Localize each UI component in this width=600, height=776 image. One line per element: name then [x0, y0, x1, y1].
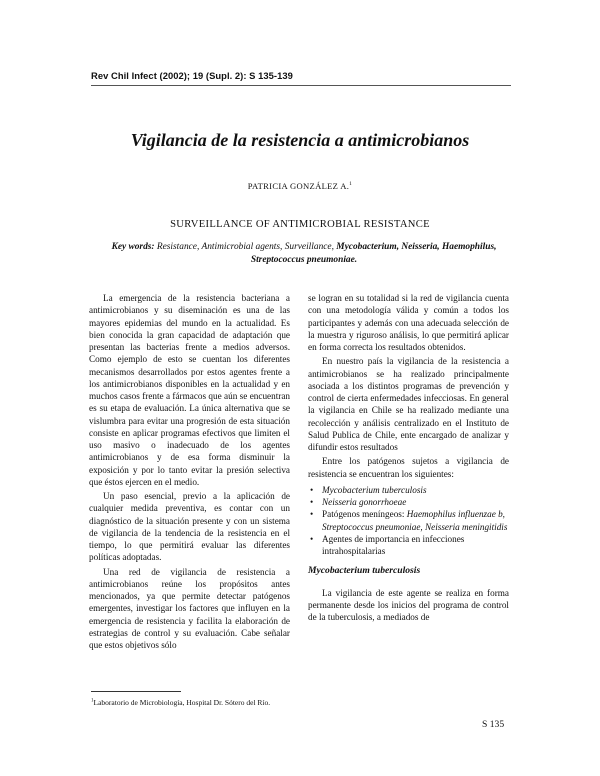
list-item: • Agentes de importancia en infecciones intrahospitalarias	[322, 533, 509, 558]
author-name: PATRICIA GONZÁLEZ A.	[247, 181, 350, 191]
section-heading: Mycobacterium tuberculosis	[308, 565, 421, 577]
right-column	[308, 292, 509, 625]
paragraph: se logran en su totalidad si la red de vigilancia cuenta con una metodología válida y común a todos los participantes y además con una adecuada selección de la muestra y riguroso análisis, lo que permitirá aplicar en forma correcta los resultados obtenidos.	[308, 293, 509, 352]
species-name: Neisseria meningitidis	[425, 521, 508, 532]
paragraph: Entre los patógenos sujetos a vigilancia de resistencia se encuentran los siguientes:	[308, 456, 509, 479]
paragraph: La emergencia de la resistencia bacteriana a antimicrobianos y su diseminación es una de las mayores epidemias del mundo en la actualidad. Es bien conocida la gran capacidad de adaptación que presentan las bacterias frente a medios adversos. Como ejemplo de esto se cuentan los diferentes mecanismos desarrollados por estos agentes frente a los antimicrobianos disponibles en la actualidad y en muchos casos frente a fármacos que aún se encuentran es su etapa de evaluación. La única alternativa que se vislumbra para evitar una progresión de esta situación consiste en aplicar programas efectivos que limiten el uso masivo o inadecuado de los agentes antimicrobianos y de esa forma disminuir la exposición y por lo tanto evitar la presión selectiva que éstos ejercen en el medio.	[89, 293, 290, 487]
paragraph: Una red de vigilancia de resistencia a antimicrobianos reúne los propósitos antes mencionados, ya que permite detectar patógenos emergentes, investigar los factores que influyen en la emergencia de resistencia y facilita la elaboración de estrategias de control y su evaluación. Cabe señalar que estos objetivos sólo	[89, 566, 290, 650]
footnote-text: Laboratorio de Microbiología, Hospital Dr. Sótero del Río.	[93, 698, 271, 707]
paragraph: Un paso esencial, previo a la aplicación de cualquier medida preventiva, es contar con un diagnóstico de la situación presente y con un sistema de vigilancia de la tendencia de la resistencia en el tiempo, lo que permitirá evaluar las diferentes políticas adoptadas.	[89, 491, 290, 563]
species-name: Haemophilus influenzae b, Streptococcus pneumoniae,	[322, 509, 505, 532]
species-name: Mycobacterium tuberculosis	[322, 484, 427, 495]
journal-citation: Rev Chil Infect (2002); 19 (Supl. 2): S 135-139	[91, 70, 293, 81]
page-number: S 135	[482, 719, 505, 730]
footnote-divider	[91, 691, 181, 692]
author-line	[0, 181, 600, 191]
species-name: Neisseria gonorrhoeae	[322, 497, 407, 507]
list-item	[322, 496, 509, 508]
list-item	[322, 508, 509, 533]
keywords-plain: Resistance, Antimicrobial agents, Surveillance,	[156, 242, 334, 252]
english-title: SURVEILLANCE OF ANTIMICROBIAL RESISTANCE	[170, 219, 430, 230]
list-item	[322, 484, 509, 496]
keywords-label: Key words:	[111, 242, 155, 252]
footnote	[91, 698, 270, 707]
keywords	[100, 241, 508, 267]
paragraph: La vigilancia de este agente se realiza en forma permanente desde los inicios del programa de control de la tuberculosis, a mediados de	[308, 587, 509, 622]
keywords-bold: Mycobacterium, Neisseria, Haemophilus, Streptococcus pneumoniae.	[250, 242, 497, 265]
header-divider	[91, 85, 511, 86]
pathogen-list	[308, 484, 509, 558]
left-column	[89, 292, 290, 653]
author-affiliation-mark: 1	[349, 181, 353, 188]
footnote-mark: 1	[91, 698, 94, 704]
article-title: Vigilancia de la resistencia a antimicrobianos	[130, 130, 470, 150]
list-item-lead: Patógenos meníngeos:	[322, 509, 405, 520]
paragraph: En nuestro país la vigilancia de la resistencia a antimicrobianos se ha realizado principalmente asociada a los distintos programas de prevención y control de cierta enfermedades infecciosas. En general la vigilancia en Chile se ha realizado mediante una recolección y análisis centralizado en el Instituto de Salud Publica de Chile, ente encargado de analizar y difundir estos resultados	[308, 356, 509, 452]
